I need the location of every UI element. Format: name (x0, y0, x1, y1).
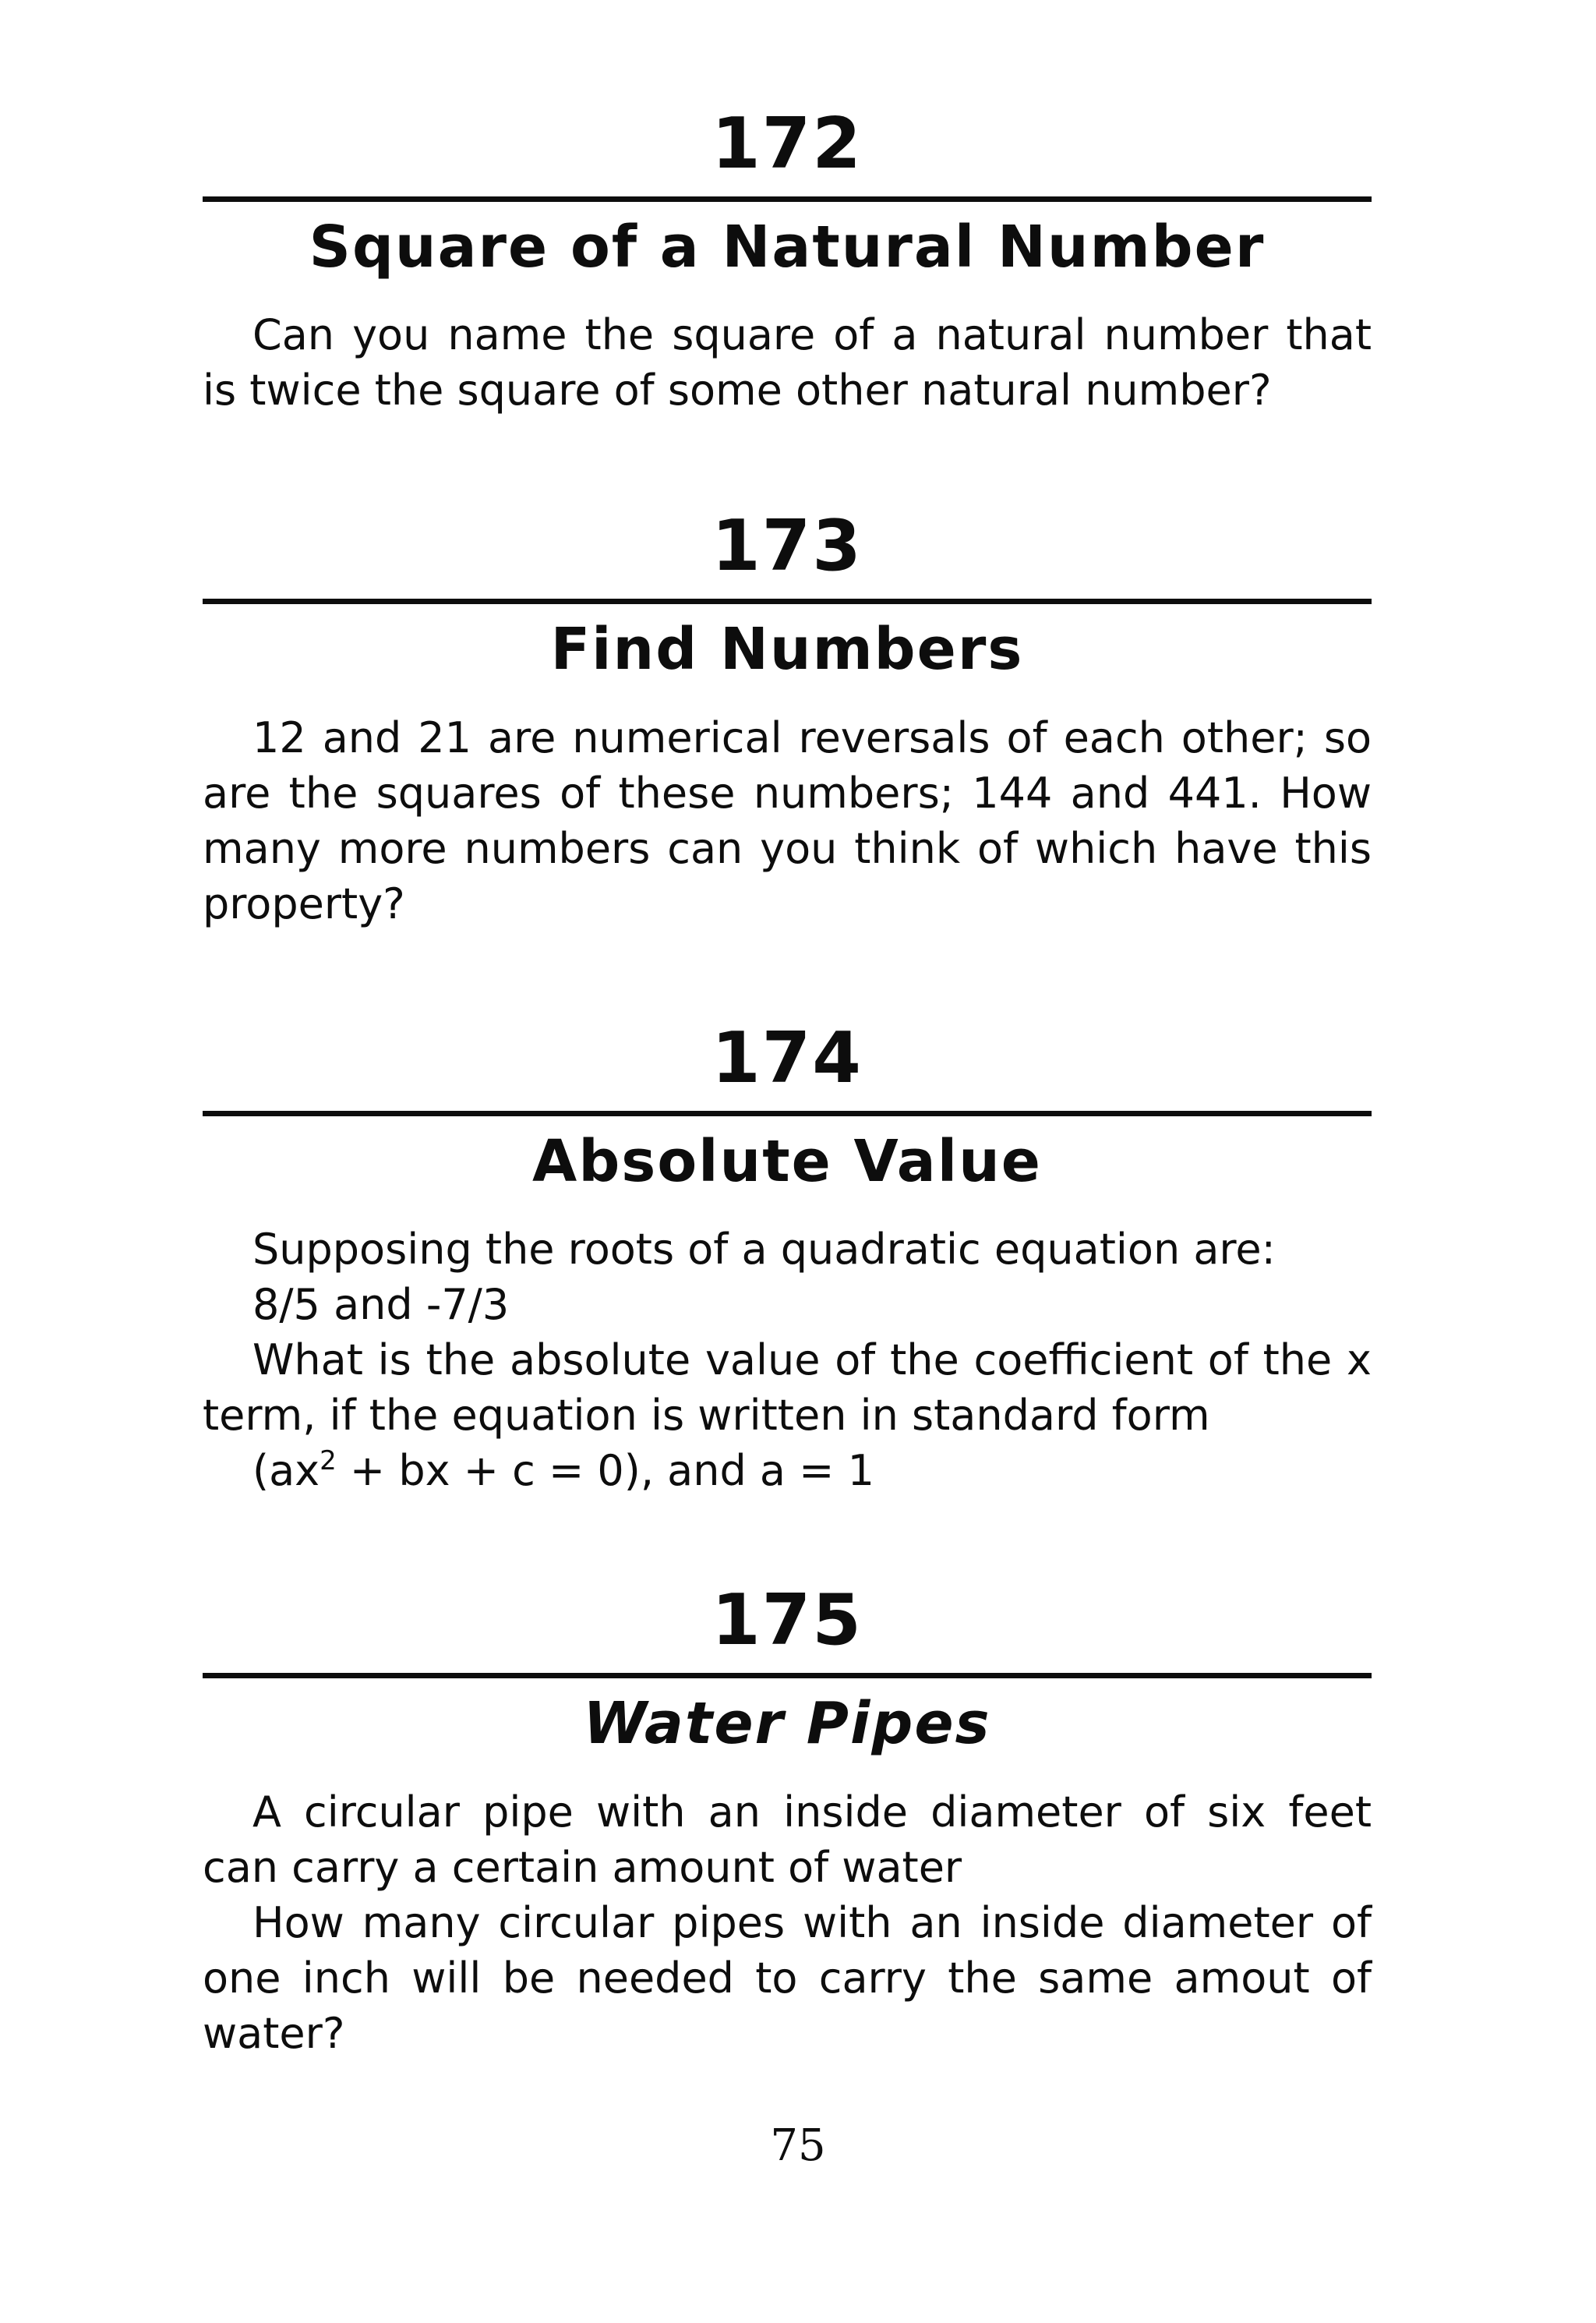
equation-start: (ax (252, 1446, 320, 1496)
divider-rule (203, 1111, 1372, 1116)
puzzle-title: Square of a Natural Number (309, 214, 1266, 281)
equation-end: + bx + c = 0), and a = 1 (336, 1446, 874, 1496)
puzzle-paragraph: A circular pipe with an inside diameter of six feet can carry a certain amount of water (203, 1787, 1372, 1892)
book-page (203, 103, 1372, 2061)
equation-line (203, 1443, 1372, 1498)
puzzle-body (203, 1222, 1372, 1498)
puzzle-body (203, 710, 1372, 932)
equation-exponent: 2 (320, 1445, 337, 1477)
puzzle-body (203, 1784, 1372, 2061)
puzzle-number: 173 (711, 505, 863, 588)
puzzle-line: 8/5 and -7/3 (252, 1280, 510, 1330)
puzzle-172 (203, 103, 1372, 418)
puzzle-title: Water Pipes (583, 1690, 991, 1758)
puzzle-number: 175 (711, 1579, 863, 1662)
puzzle-paragraph: 12 and 21 are numerical reversals of each other; so are the squares of these numbers; 144 and 441. How many more numbers can you think of which have this property? (203, 712, 1372, 928)
puzzle-line: Supposing the roots of a quadratic equation are: (252, 1225, 1276, 1275)
puzzle-paragraph: How many circular pipes with an inside diameter of one inch will be needed to carry the same amout of water? (203, 1897, 1372, 2058)
puzzle-body (203, 307, 1372, 418)
divider-rule (203, 196, 1372, 202)
puzzle-paragraph: Can you name the square of a natural number that is twice the square of some other natural number? (203, 310, 1372, 415)
puzzle-number: 172 (711, 103, 863, 185)
puzzle-paragraph: What is the absolute value of the coefficient of the x term, if the equation is written in standard form (203, 1335, 1372, 1441)
puzzle-173 (203, 505, 1372, 931)
puzzle-175 (203, 1579, 1372, 2060)
divider-rule (203, 599, 1372, 604)
puzzle-number: 174 (711, 1017, 863, 1099)
puzzle-174 (203, 1017, 1372, 1498)
puzzle-title: Absolute Value (532, 1127, 1042, 1195)
puzzle-title: Find Numbers (550, 616, 1024, 684)
divider-rule (203, 1673, 1372, 1678)
page-number: 75 (770, 2120, 826, 2171)
